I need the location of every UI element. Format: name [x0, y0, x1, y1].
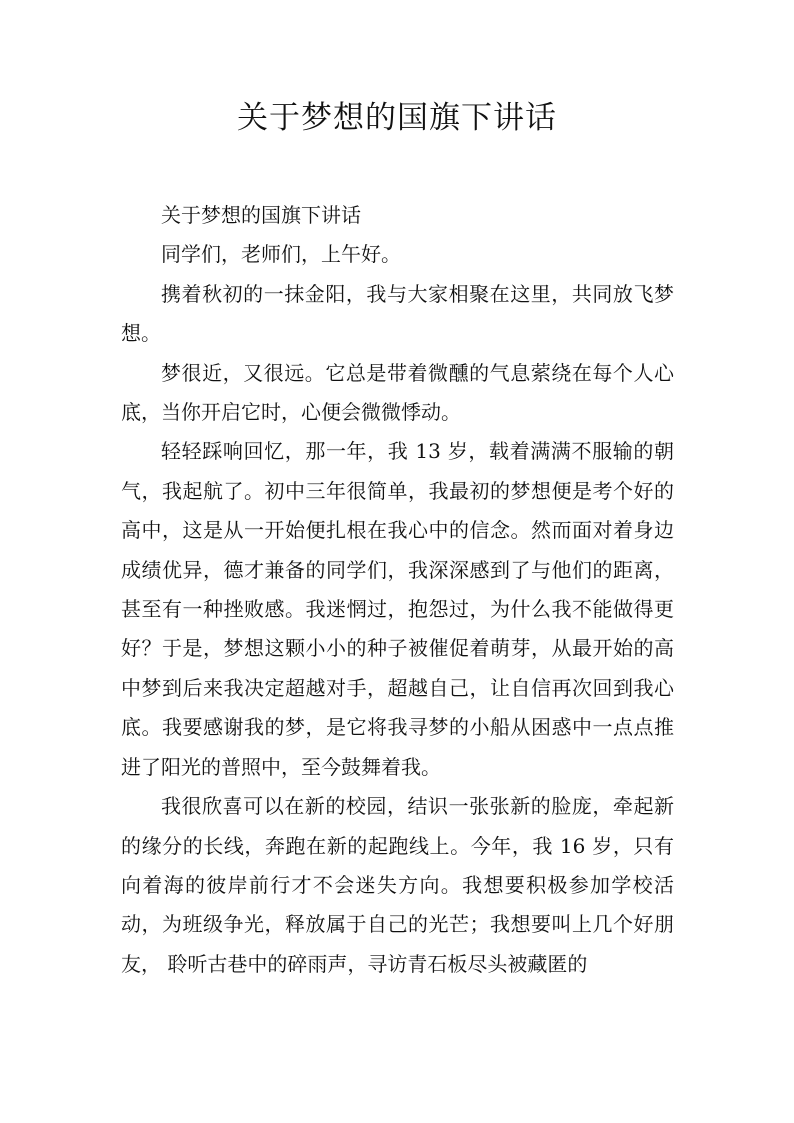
paragraph: 我很欣喜可以在新的校园，结识一张张新的脸庞，牵起新的缘分的长线，奔跑在新的起跑线上。今年，我 16 岁，只有向着海的彼岸前行才不会迷失方向。我想要积极参加学校活动，为班级争光，释放属于自己的光芒；我想要叫上几个好朋友， 聆听古巷中的碎雨声，寻访青石板尽头被藏匿的: [121, 794, 674, 976]
paragraph: 轻轻踩响回忆，那一年，我 13 岁，载着满满不服输的朝气，我起航了。初中三年很简单，我最初的梦想便是考个好的高中，这是从一开始便扎根在我心中的信念。然而面对着身边成绩优异，德才兼备的同学们，我深深感到了与他们的距离，甚至有一种挫败感。我迷惘过，抱怨过，为什么我不能做得更好？于是，梦想这颗小小的种子被催促着萌芽，从最开始的高中梦到后来我决定超越对手，超越自己，让自信再次回到我心底。我要感谢我的梦，是它将我寻梦的小船从困惑中一点点推进了阳光的普照中，至今鼓舞着我。: [121, 439, 674, 779]
document-title: 关于梦想的国旗下讲话: [237, 100, 557, 136]
paragraph-subtitle: 关于梦想的国旗下讲话: [161, 203, 361, 227]
paragraph-greeting: 同学们，老师们，上午好。: [161, 242, 401, 267]
paragraph: 携着秋初的一抹金阳，我与大家相聚在这里，共同放飞梦想。: [121, 281, 674, 346]
document-body: [121, 196, 674, 984]
paragraph: 梦很近，又很远。它总是带着微醺的气息萦绕在每个人心底，当你开启它时，心便会微微悸动。: [121, 360, 674, 425]
